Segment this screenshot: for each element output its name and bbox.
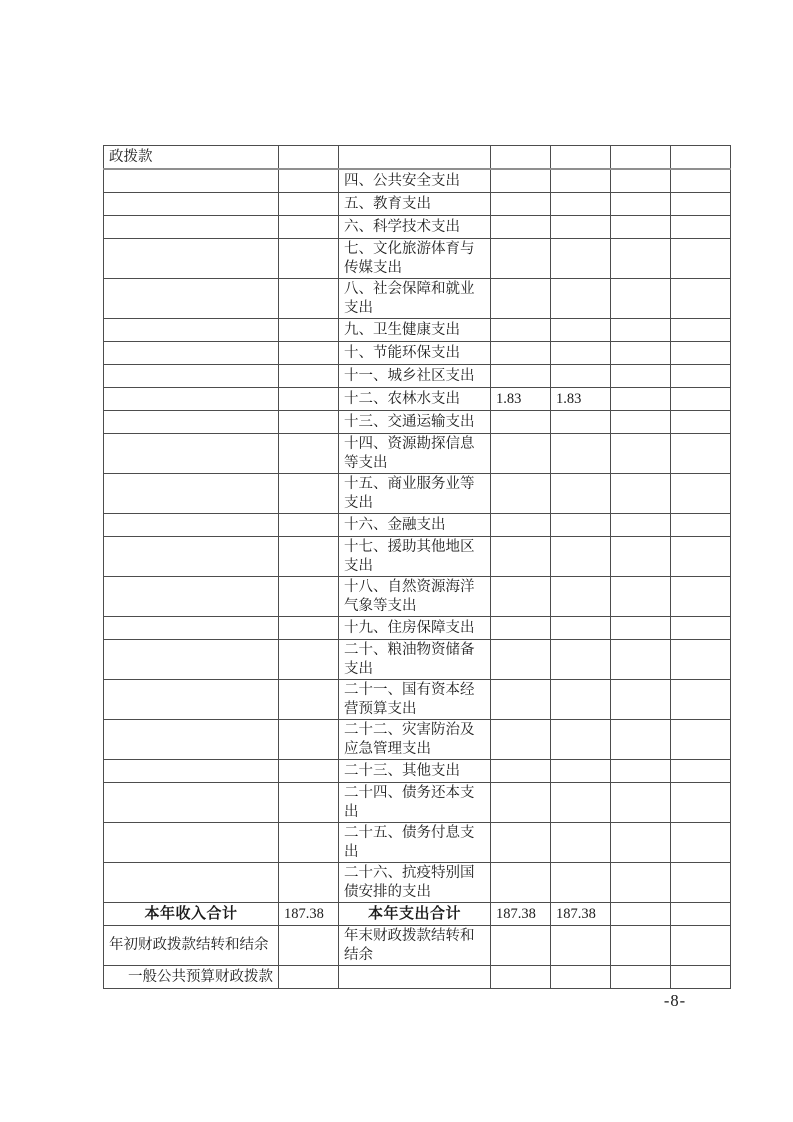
income-item-cell <box>104 216 279 239</box>
amount-cell-4 <box>671 823 731 863</box>
income-item-cell: 一般公共预算财政拨款 <box>104 966 279 989</box>
amount-cell-4 <box>671 863 731 903</box>
amount-cell-1 <box>491 319 551 342</box>
income-amount-cell <box>279 146 339 170</box>
amount-cell-3 <box>611 514 671 537</box>
table-row <box>104 216 731 239</box>
expense-item-cell: 六、科学技术支出 <box>339 216 491 239</box>
income-item-cell <box>104 474 279 514</box>
expense-item-cell: 十三、交通运输支出 <box>339 411 491 434</box>
amount-cell-1 <box>491 365 551 388</box>
amount-cell-3 <box>611 577 671 617</box>
amount-cell-1 <box>491 342 551 365</box>
table-row <box>104 388 731 411</box>
table-row <box>104 617 731 640</box>
amount-cell-2 <box>551 514 611 537</box>
amount-cell-1 <box>491 216 551 239</box>
table-row <box>104 640 731 680</box>
amount-cell-2 <box>551 926 611 966</box>
amount-cell-1 <box>491 863 551 903</box>
amount-cell-2 <box>551 760 611 783</box>
income-amount-cell <box>279 617 339 640</box>
amount-cell-3 <box>611 863 671 903</box>
table-row <box>104 823 731 863</box>
amount-cell-3 <box>611 537 671 577</box>
table-row <box>104 966 731 989</box>
expense-item-cell: 二十四、债务还本支出 <box>339 783 491 823</box>
amount-cell-3 <box>611 411 671 434</box>
amount-cell-4 <box>671 146 731 170</box>
income-amount-cell <box>279 388 339 411</box>
amount-cell-2 <box>551 193 611 216</box>
amount-cell-4 <box>671 720 731 760</box>
table-row <box>104 319 731 342</box>
amount-cell-2 <box>551 411 611 434</box>
table-row <box>104 365 731 388</box>
expense-item-cell: 十四、资源勘探信息等支出 <box>339 434 491 474</box>
income-item-cell <box>104 617 279 640</box>
amount-cell-2 <box>551 966 611 989</box>
table-row <box>104 411 731 434</box>
income-item-cell <box>104 783 279 823</box>
amount-cell-3 <box>611 169 671 193</box>
amount-cell-4 <box>671 169 731 193</box>
income-amount-cell <box>279 434 339 474</box>
income-amount-cell <box>279 823 339 863</box>
amount-cell-3 <box>611 342 671 365</box>
amount-cell-3 <box>611 720 671 760</box>
amount-cell-2 <box>551 169 611 193</box>
amount-cell-2 <box>551 216 611 239</box>
amount-cell-3 <box>611 434 671 474</box>
expense-item-cell: 八、社会保障和就业支出 <box>339 279 491 319</box>
amount-cell-2 <box>551 474 611 514</box>
table-row <box>104 474 731 514</box>
amount-cell-4 <box>671 926 731 966</box>
income-amount-cell <box>279 760 339 783</box>
expense-item-cell: 二十、粮油物资储备支出 <box>339 640 491 680</box>
amount-cell-1 <box>491 760 551 783</box>
amount-cell-1 <box>491 169 551 193</box>
amount-cell-2 <box>551 640 611 680</box>
amount-cell-3 <box>611 640 671 680</box>
amount-cell-4 <box>671 640 731 680</box>
table-row <box>104 342 731 365</box>
amount-cell-2 <box>551 823 611 863</box>
table-row <box>104 720 731 760</box>
income-amount-cell <box>279 319 339 342</box>
amount-cell-3 <box>611 966 671 989</box>
income-item-cell <box>104 365 279 388</box>
expense-item-cell: 四、公共安全支出 <box>339 169 491 193</box>
expense-item-cell: 本年支出合计 <box>339 903 491 926</box>
amount-cell-3 <box>611 760 671 783</box>
table-row <box>104 783 731 823</box>
amount-cell-1 <box>491 537 551 577</box>
income-item-cell: 政拨款 <box>104 146 279 170</box>
amount-cell-1: 1.83 <box>491 388 551 411</box>
income-amount-cell <box>279 474 339 514</box>
income-amount-cell <box>279 783 339 823</box>
table-row <box>104 169 731 193</box>
amount-cell-4 <box>671 434 731 474</box>
income-item-cell <box>104 388 279 411</box>
amount-cell-4 <box>671 216 731 239</box>
amount-cell-4 <box>671 193 731 216</box>
income-item-cell <box>104 319 279 342</box>
amount-cell-2 <box>551 783 611 823</box>
amount-cell-1 <box>491 239 551 279</box>
amount-cell-4 <box>671 388 731 411</box>
income-item-cell <box>104 411 279 434</box>
table-row <box>104 926 731 966</box>
table-row <box>104 863 731 903</box>
expense-item-cell: 十五、商业服务业等支出 <box>339 474 491 514</box>
income-amount-cell: 187.38 <box>279 903 339 926</box>
amount-cell-2 <box>551 239 611 279</box>
income-item-cell <box>104 640 279 680</box>
income-item-cell <box>104 760 279 783</box>
table-row <box>104 760 731 783</box>
income-amount-cell <box>279 169 339 193</box>
amount-cell-3 <box>611 239 671 279</box>
amount-cell-1 <box>491 474 551 514</box>
amount-cell-2 <box>551 577 611 617</box>
amount-cell-2 <box>551 279 611 319</box>
amount-cell-2 <box>551 146 611 170</box>
expense-item-cell: 二十三、其他支出 <box>339 760 491 783</box>
table-row <box>104 434 731 474</box>
income-item-cell <box>104 577 279 617</box>
income-item-cell <box>104 680 279 720</box>
amount-cell-3 <box>611 823 671 863</box>
amount-cell-1: 187.38 <box>491 903 551 926</box>
expense-item-cell <box>339 146 491 170</box>
amount-cell-2 <box>551 342 611 365</box>
amount-cell-4 <box>671 903 731 926</box>
income-amount-cell <box>279 239 339 279</box>
expense-item-cell: 十九、住房保障支出 <box>339 617 491 640</box>
table-row <box>104 193 731 216</box>
amount-cell-4 <box>671 617 731 640</box>
income-item-cell <box>104 239 279 279</box>
fiscal-appropriation-table <box>103 145 731 989</box>
amount-cell-2 <box>551 365 611 388</box>
amount-cell-1 <box>491 279 551 319</box>
amount-cell-1 <box>491 720 551 760</box>
expense-item-cell: 五、教育支出 <box>339 193 491 216</box>
expense-item-cell: 十一、城乡社区支出 <box>339 365 491 388</box>
amount-cell-4 <box>671 411 731 434</box>
amount-cell-3 <box>611 783 671 823</box>
expense-item-cell: 二十五、债务付息支出 <box>339 823 491 863</box>
income-amount-cell <box>279 680 339 720</box>
amount-cell-3 <box>611 216 671 239</box>
table-row <box>104 146 731 170</box>
income-amount-cell <box>279 279 339 319</box>
amount-cell-3 <box>611 680 671 720</box>
amount-cell-1 <box>491 680 551 720</box>
expense-item-cell: 二十一、国有资本经营预算支出 <box>339 680 491 720</box>
expense-item-cell: 十七、援助其他地区支出 <box>339 537 491 577</box>
income-amount-cell <box>279 863 339 903</box>
expense-item-cell: 十八、自然资源海洋气象等支出 <box>339 577 491 617</box>
income-amount-cell <box>279 216 339 239</box>
amount-cell-4 <box>671 365 731 388</box>
amount-cell-3 <box>611 474 671 514</box>
income-amount-cell <box>279 342 339 365</box>
amount-cell-2 <box>551 434 611 474</box>
amount-cell-2 <box>551 680 611 720</box>
income-amount-cell <box>279 720 339 760</box>
amount-cell-1 <box>491 146 551 170</box>
income-item-cell: 本年收入合计 <box>104 903 279 926</box>
amount-cell-1 <box>491 640 551 680</box>
income-amount-cell <box>279 966 339 989</box>
income-amount-cell <box>279 537 339 577</box>
amount-cell-2 <box>551 720 611 760</box>
income-item-cell <box>104 720 279 760</box>
amount-cell-2 <box>551 319 611 342</box>
amount-cell-4 <box>671 577 731 617</box>
amount-cell-2: 187.38 <box>551 903 611 926</box>
table-row <box>104 239 731 279</box>
amount-cell-4 <box>671 474 731 514</box>
amount-cell-3 <box>611 903 671 926</box>
income-item-cell <box>104 537 279 577</box>
amount-cell-4 <box>671 680 731 720</box>
expense-item-cell: 二十二、灾害防治及应急管理支出 <box>339 720 491 760</box>
amount-cell-3 <box>611 146 671 170</box>
amount-cell-4 <box>671 342 731 365</box>
expense-item-cell: 十六、金融支出 <box>339 514 491 537</box>
table-row <box>104 537 731 577</box>
income-item-cell <box>104 823 279 863</box>
amount-cell-2: 1.83 <box>551 388 611 411</box>
amount-cell-3 <box>611 617 671 640</box>
amount-cell-4 <box>671 783 731 823</box>
amount-cell-4 <box>671 319 731 342</box>
income-amount-cell <box>279 577 339 617</box>
amount-cell-1 <box>491 966 551 989</box>
amount-cell-4 <box>671 537 731 577</box>
income-item-cell <box>104 434 279 474</box>
table-row <box>104 514 731 537</box>
amount-cell-4 <box>671 514 731 537</box>
amount-cell-1 <box>491 926 551 966</box>
amount-cell-1 <box>491 783 551 823</box>
amount-cell-1 <box>491 514 551 537</box>
amount-cell-3 <box>611 388 671 411</box>
amount-cell-2 <box>551 863 611 903</box>
amount-cell-1 <box>491 617 551 640</box>
amount-cell-4 <box>671 760 731 783</box>
amount-cell-1 <box>491 577 551 617</box>
income-amount-cell <box>279 514 339 537</box>
amount-cell-3 <box>611 365 671 388</box>
expense-item-cell <box>339 966 491 989</box>
income-item-cell <box>104 193 279 216</box>
table-row <box>104 577 731 617</box>
amount-cell-2 <box>551 537 611 577</box>
amount-cell-2 <box>551 617 611 640</box>
amount-cell-3 <box>611 193 671 216</box>
income-item-cell <box>104 514 279 537</box>
expense-item-cell: 年末财政拨款结转和结余 <box>339 926 491 966</box>
income-amount-cell <box>279 365 339 388</box>
income-amount-cell <box>279 640 339 680</box>
table-row <box>104 680 731 720</box>
income-amount-cell <box>279 926 339 966</box>
expense-item-cell: 十二、农林水支出 <box>339 388 491 411</box>
income-item-cell <box>104 279 279 319</box>
income-amount-cell <box>279 411 339 434</box>
expense-item-cell: 二十六、抗疫特别国债安排的支出 <box>339 863 491 903</box>
income-item-cell <box>104 342 279 365</box>
amount-cell-4 <box>671 239 731 279</box>
income-item-cell <box>104 863 279 903</box>
amount-cell-4 <box>671 966 731 989</box>
income-item-cell: 年初财政拨款结转和结余 <box>104 926 279 966</box>
amount-cell-3 <box>611 279 671 319</box>
amount-cell-1 <box>491 193 551 216</box>
amount-cell-1 <box>491 823 551 863</box>
table-row <box>104 279 731 319</box>
expense-item-cell: 七、文化旅游体育与传媒支出 <box>339 239 491 279</box>
expense-item-cell: 十、节能环保支出 <box>339 342 491 365</box>
expense-item-cell: 九、卫生健康支出 <box>339 319 491 342</box>
income-amount-cell <box>279 193 339 216</box>
amount-cell-1 <box>491 434 551 474</box>
amount-cell-3 <box>611 319 671 342</box>
amount-cell-4 <box>671 279 731 319</box>
amount-cell-1 <box>491 411 551 434</box>
income-item-cell <box>104 169 279 193</box>
page-number: -8- <box>663 991 687 1010</box>
table-row <box>104 903 731 926</box>
amount-cell-3 <box>611 926 671 966</box>
table-body <box>104 146 731 989</box>
